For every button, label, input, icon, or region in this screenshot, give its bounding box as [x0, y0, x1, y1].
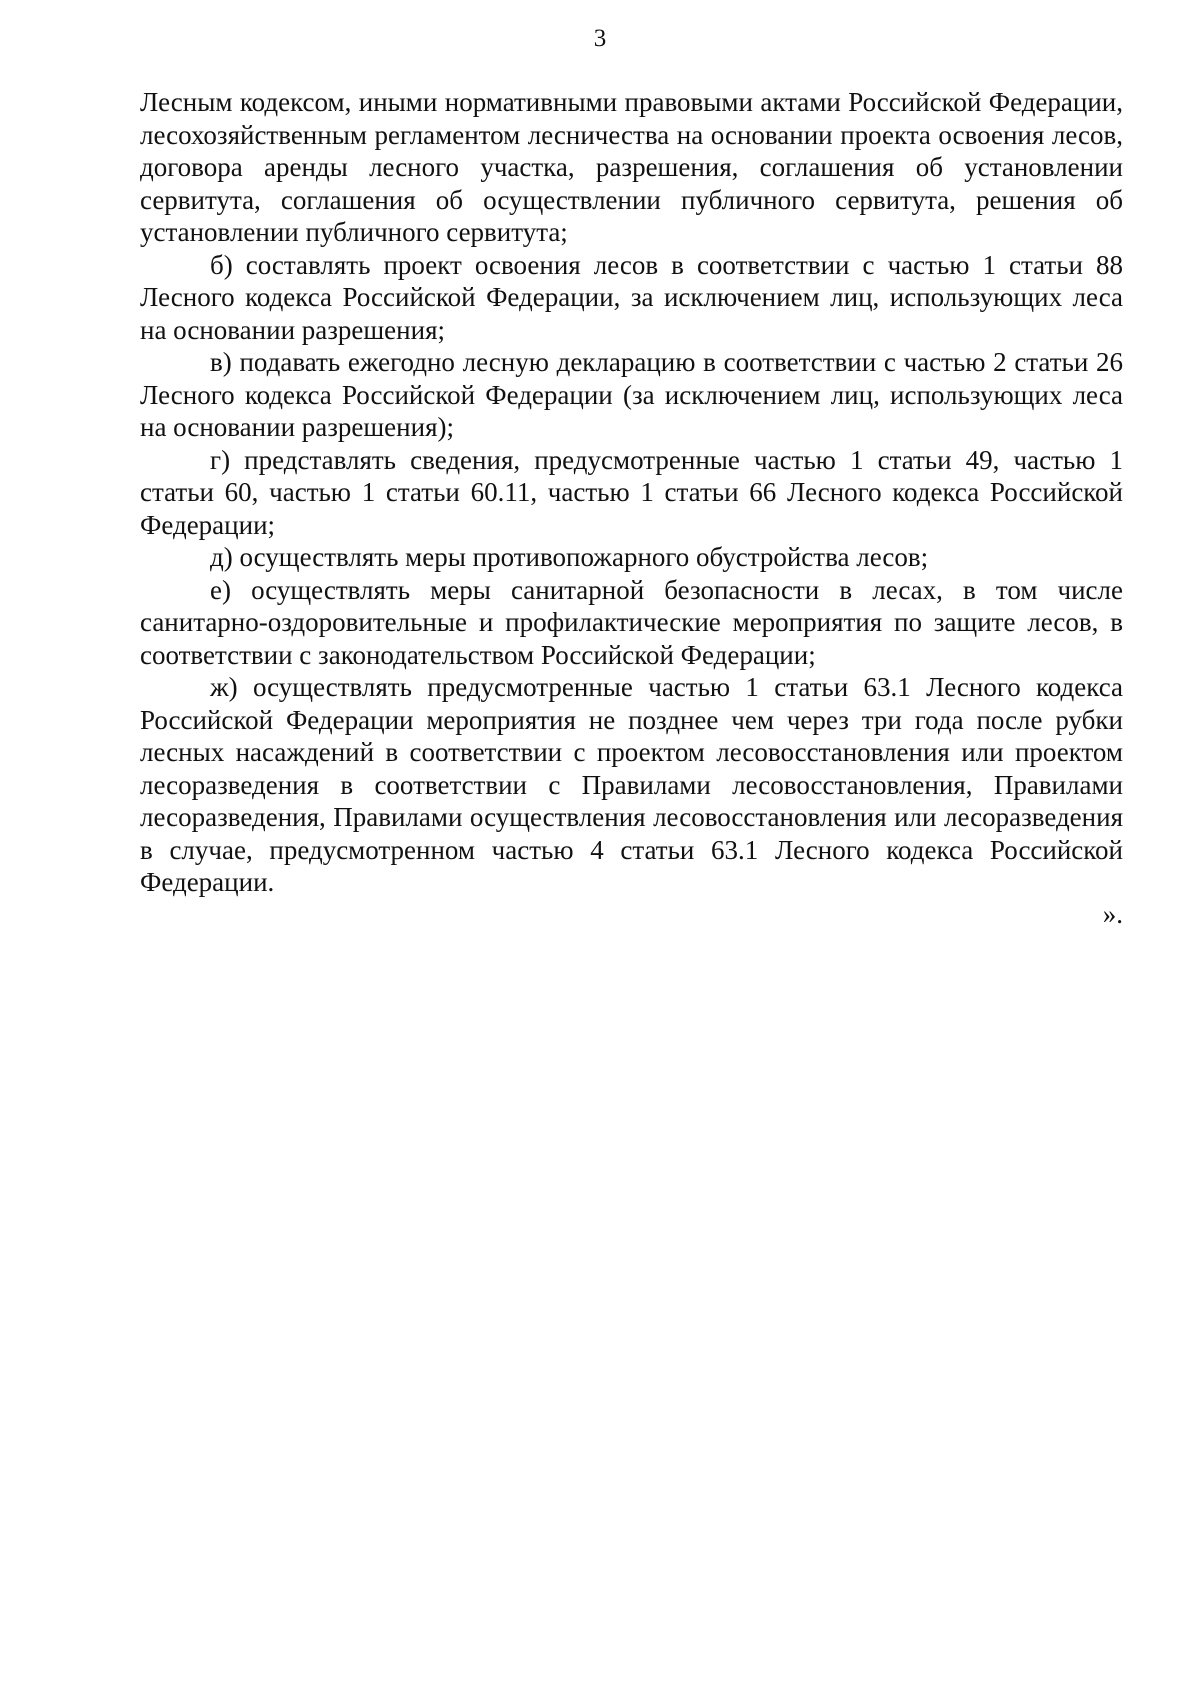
- paragraph-item-e: е) осуществлять меры санитарной безопасности в лесах, в том числе санитарно-оздоровительные и профилактические мероприятия по защите лесов, в соответствии с законодательством Российской Федерации;: [140, 574, 1123, 670]
- paragraph-item-d: д) осуществлять меры противопожарного обустройства лесов;: [210, 542, 929, 572]
- page-number: 3: [593, 25, 607, 52]
- paragraph-continuation: Лесным кодексом, иными нормативными правовыми актами Российской Федерации, лесохозяйственным регламентом лесничества на основании проекта освоения лесов, договора аренды лесного участка, разрешения, соглашения об установлении сервитута, соглашения об осуществлении публичного сервитута, решения об установлении публичного сервитута;: [140, 87, 1123, 247]
- paragraph-item-zh: ж) осуществлять предусмотренные частью 1 статьи 63.1 Лесного кодекса Российской Федерации мероприятия не позднее чем через три года после рубки лесных насаждений в соответствии с проектом лесовосстановления или проектом лесоразведения в соответствии с Правилами лесовосстановления, Правилами лесоразведения, Правилами осуществления лесовосстановления или лесоразведения в случае, предусмотренном частью 4 статьи 63.1 Лесного кодекса Российской Федерации.: [140, 672, 1123, 897]
- paragraph-item-g: г) представлять сведения, предусмотренные частью 1 статьи 49, частью 1 статьи 60, частью 1 статьи 60.11, частью 1 статьи 66 Лесного кодекса Российской Федерации;: [140, 444, 1123, 540]
- paragraph-item-v: в) подавать ежегодно лесную декларацию в соответствии с частью 2 статьи 26 Лесного кодекса Российской Федерации (за исключением лиц, использующих леса на основании разрешения);: [140, 347, 1123, 442]
- document-body: [140, 86, 1123, 899]
- closing-quote: ».: [1102, 899, 1123, 929]
- paragraph-item-b: б) составлять проект освоения лесов в соответствии с частью 1 статьи 88 Лесного кодекса Российской Федерации, за исключением лиц, использующих леса на основании разрешения;: [140, 249, 1123, 345]
